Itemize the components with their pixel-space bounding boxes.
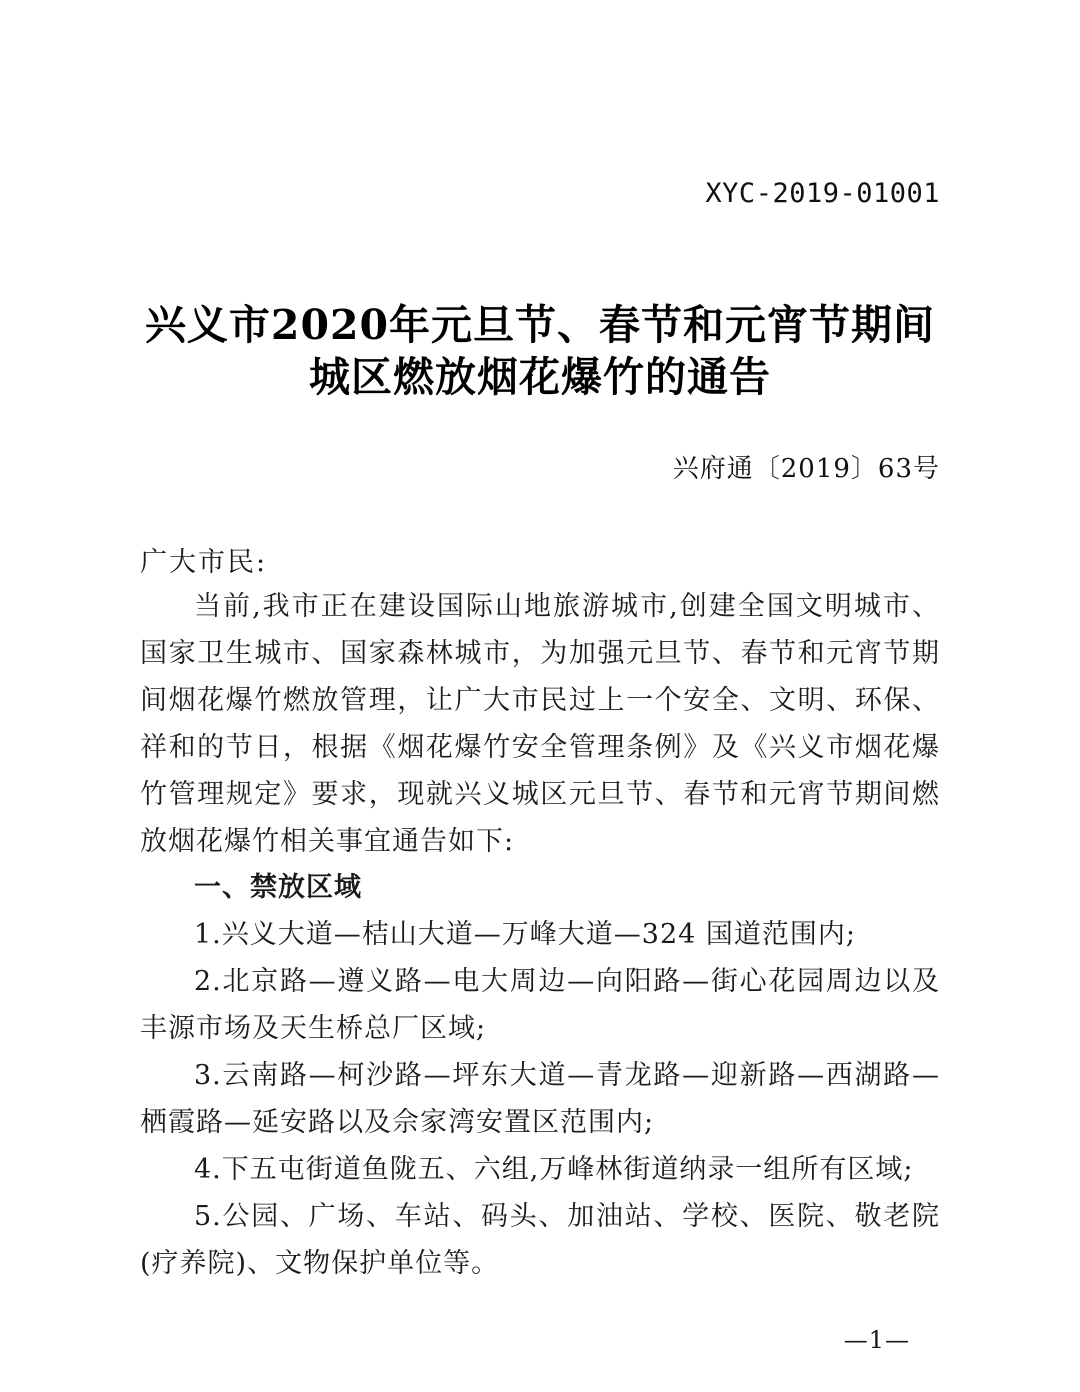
- document-title-line-1: 兴义市2020年元旦节、春节和元宵节期间: [144, 301, 936, 349]
- document-code: XYC-2019-01001: [705, 178, 940, 209]
- page-number: —1—: [843, 1326, 910, 1354]
- document-number: 兴府通〔2019〕63号: [672, 454, 940, 484]
- list-item: 2.北京路—遵义路—电大周边—向阳路—街心花园周边以及丰源市场及天生桥总厂区域;: [140, 966, 940, 1044]
- list-item: 1.兴义大道—桔山大道—万峰大道—324 国道范围内;: [194, 919, 856, 950]
- salutation: 广大市民:: [140, 547, 268, 578]
- section-heading: 一、禁放区域: [194, 872, 362, 903]
- document-title-line-2: 城区燃放烟花爆竹的通告: [309, 353, 771, 401]
- list-item: 4.下五屯街道鱼陇五、六组,万峰林街道纳录一组所有区域;: [194, 1154, 914, 1185]
- list-item: 5.公园、广场、车站、码头、加油站、学校、医院、敬老院(疗养院)、文物保护单位等。: [140, 1201, 940, 1279]
- list-item: 3.云南路—柯沙路—坪东大道—青龙路—迎新路—西湖路—栖霞路—延安路以及佘家湾安置区范围内;: [140, 1060, 940, 1138]
- intro-paragraph: 当前,我市正在建设国际山地旅游城市,创建全国文明城市、国家卫生城市、国家森林城市，为加强元旦节、春节和元宵节期间烟花爆竹燃放管理，让广大市民过上一个安全、文明、环保、祥和的节日，根据《烟花爆竹安全管理条例》及《兴义市烟花爆竹管理规定》要求，现就兴义城区元旦节、春节和元宵节期间燃放烟花爆竹相关事宜通告如下:: [140, 591, 940, 857]
